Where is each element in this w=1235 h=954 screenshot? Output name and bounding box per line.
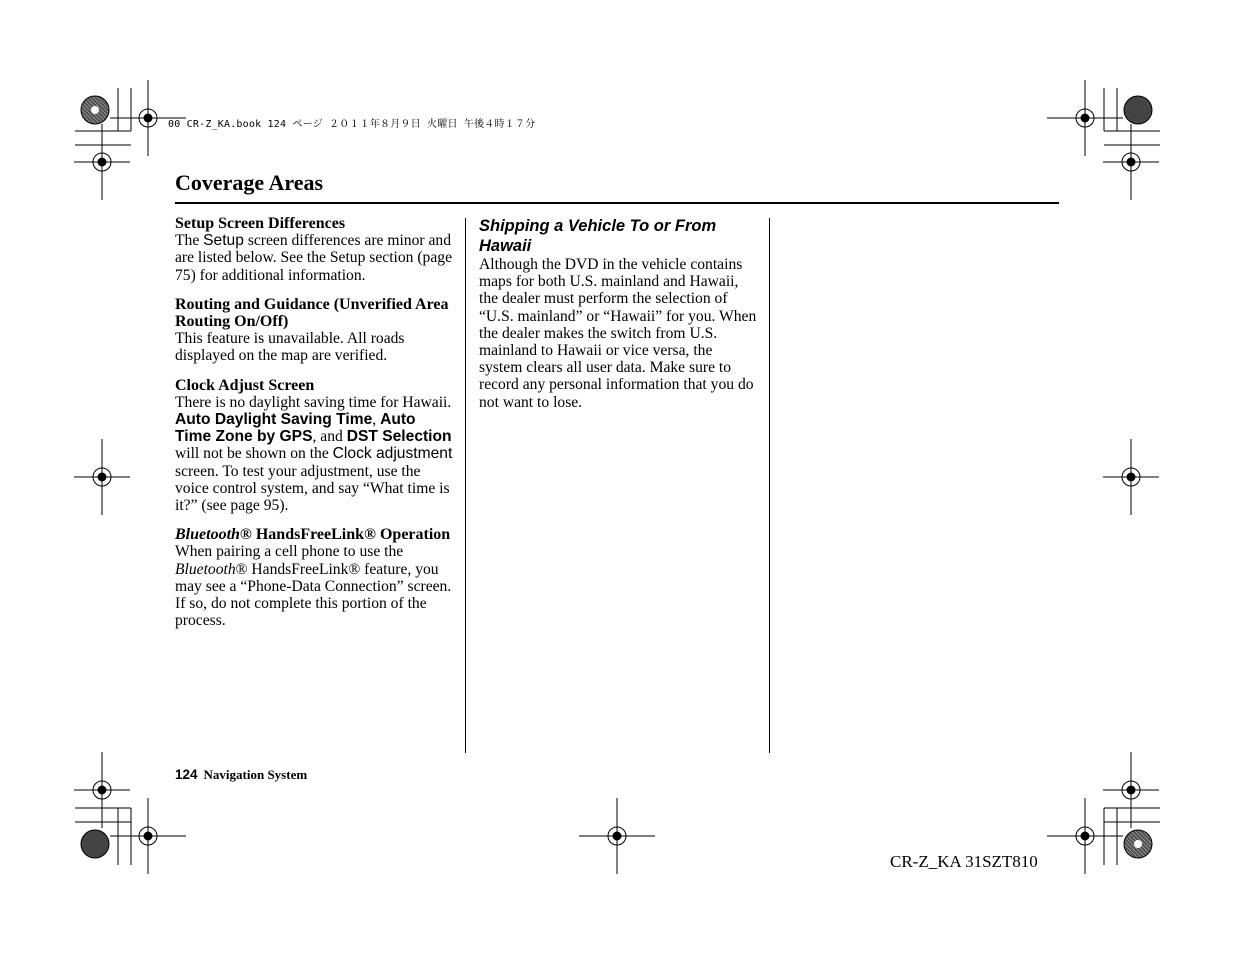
shipping-body: Although the DVD in the vehicle contains maps for both U.S. mainland and Hawaii, the dealer must perform the selection of “U.S. mainland” or “Hawaii” for you. When the dealer makes the switch from U.S. mainland to Hawaii or vice versa, the system clears all user data. Make sure to record any personal information that you do not want to lose. [479,256,757,411]
bluetooth-heading [175,526,455,543]
clock-text-5: screen. To test your adjustment, use the voice control system, and say “What time is it?” (see page 95). [175,462,450,515]
clock-text-1: There is no daylight saving time for Hawaii. [175,393,452,411]
routing-section [175,296,455,365]
auto-dst-term: Auto Daylight Saving Time [175,411,373,429]
bluetooth-heading-italic: Bluetooth [175,526,240,544]
document-code: CR-Z_KA 31SZT810 [890,852,1038,871]
column-divider-2 [769,218,770,753]
clock-text-3: , and [312,428,347,446]
bluetooth-italic-term: Bluetooth [175,560,236,578]
clock-section [175,377,455,515]
routing-heading: Routing and Guidance (Unverified Area Routing On/Off) [175,295,449,331]
middle-column [479,215,759,411]
title-rule [175,202,1059,204]
print-slug: 00 CR-Z_KA.book 124 ページ ２０１１年８月９日 火曜日 午後４時１７分 [168,119,536,130]
shipping-heading: Shipping a Vehicle To or From Hawaii [479,217,717,255]
setup-screen-section [175,215,455,284]
page-footer [175,767,307,783]
left-column [175,215,455,641]
clock-adjustment-term: Clock adjustment [332,445,453,463]
page-number: 124 [175,767,198,782]
setup-text-1: The [175,232,204,250]
bluetooth-heading-rest: ® HandsFreeLink® Operation [239,526,451,544]
setup-ui-term: Setup [203,232,244,250]
setup-text-2: screen differences are minor and are listed below. See the Setup section (page 75) for additional information. [175,232,452,284]
dst-selection-term: DST Selection [346,428,452,446]
setup-heading: Setup Screen Differences [175,215,346,232]
setup-body [175,232,455,284]
clock-body [175,394,455,514]
bluetooth-body [175,543,455,629]
clock-text-2: , [372,411,381,429]
clock-text-4: will not be shown on the [175,445,333,463]
auto-timezone-term: Auto Time Zone by GPS [175,411,416,446]
bluetooth-text-1: When pairing a cell phone to use the [175,543,404,561]
column-divider-1 [465,218,466,753]
bluetooth-section [175,526,455,629]
page-title: Coverage Areas [175,170,324,195]
routing-body: This feature is unavailable. All roads displayed on the map are verified. [175,330,405,365]
footer-section-label: Navigation System [203,767,308,782]
clock-heading: Clock Adjust Screen [175,376,315,394]
bluetooth-text-2: ® HandsFreeLink® feature, you may see a “Phone-Data Connection” screen. If so, do not complete this portion of the process. [175,560,452,630]
